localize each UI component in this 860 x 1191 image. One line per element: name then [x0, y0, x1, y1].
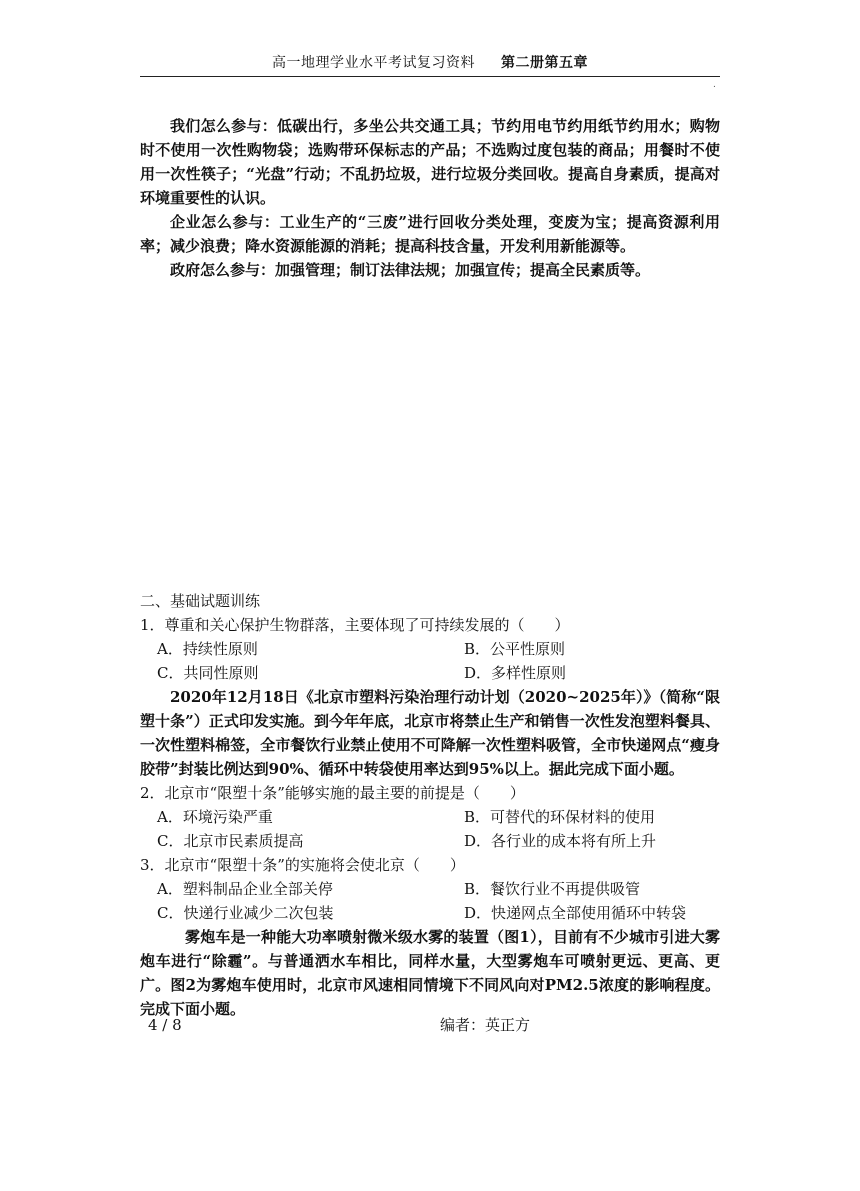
enterprise-participation: 企业怎么参与：工业生产的“三废”进行回收分类处理，变废为宝；提高资源利用率；减少浪费；降水资源能源的消耗；提高科技含量，开发利用新能源等。 [140, 213, 720, 255]
government-participation: 政府怎么参与：加强管理；制订法律法规；加强宣传；提高全民素质等。 [170, 261, 651, 279]
q3-option-a[interactable]: A．塑料制品企业全部关停 [157, 880, 333, 898]
question-2-stem: 2．北京市“限塑十条”能够实施的最主要的前提是（ ） [140, 784, 525, 802]
q1-option-b[interactable]: B．公平性原则 [464, 640, 566, 658]
editor-credit: 编者：英正方 [440, 1016, 531, 1034]
personal-participation: 我们怎么参与：低碳出行，多坐公共交通工具；节约用电节约用纸节约用水；购物时不使用一次性购物袋；选购带环保标志的产品；不选购过度包装的商品；用餐时不使用一次性筷子；“光盘”行动；不乱扔垃圾，进行垃圾分类回收。提高自身素质，提高对环境重要性的认识。 [140, 117, 720, 207]
question-1-options [140, 637, 720, 685]
q3-option-c[interactable]: C．快递行业减少二次包装 [157, 904, 334, 922]
question-1-stem: 1．尊重和关心保护生物群落，主要体现了可持续发展的（ ） [140, 616, 570, 634]
question-3-stem: 3．北京市“限塑十条”的实施将会使北京（ ） [140, 856, 465, 874]
q3-option-b[interactable]: B．餐饮行业不再提供吸管 [464, 880, 641, 898]
q1-option-c[interactable]: C．共同性原则 [157, 664, 259, 682]
question-3-options [140, 877, 720, 925]
q2-option-d[interactable]: D．各行业的成本将有所上升 [464, 832, 657, 850]
exercise-section [140, 589, 720, 1021]
q2-option-b[interactable]: B．可替代的环保材料的使用 [464, 808, 656, 826]
plastic-policy-passage: 2020年12月18日《北京市塑料污染治理行动计划（2020~2025年）》（简称“限塑十条”）正式印发实施。到今年年底，北京市将禁止生产和销售一次性发泡塑料餐具、一次性塑料棉签，全市餐饮行业禁止使用不可降解一次性塑料吸管，全市快递网点“瘦身胶带”封装比例达到90%、循环中转袋使用率达到95%以上。据此完成下面小题。 [140, 688, 720, 778]
q3-option-d[interactable]: D．快递网点全部使用循环中转袋 [464, 904, 687, 922]
q1-option-a[interactable]: A．持续性原则 [157, 640, 258, 658]
q2-option-c[interactable]: C．北京市民素质提高 [157, 832, 304, 850]
header-chapter: 第二册第五章 [501, 55, 588, 71]
page-header [140, 52, 720, 77]
q1-option-d[interactable]: D．多样性原则 [464, 664, 567, 682]
page-number: 4 / 8 [148, 1016, 182, 1034]
section-title: 二、基础试题训练 [140, 592, 261, 610]
q2-option-a[interactable]: A．环境污染严重 [157, 808, 273, 826]
participation-notes [140, 114, 720, 282]
header-subject: 高一地理学业水平考试复习资料 [272, 55, 475, 71]
header-dot: . [713, 80, 716, 90]
fog-cannon-passage: 雾炮车是一种能大功率喷射微米级水雾的装置（图1），目前有不少城市引进大雾炮车进行“除霾”。与普通洒水车相比，同样水量，大型雾炮车可喷射更远、更高、更广。图2为雾炮车使用时，北京市风速相同情境下不同风向对PM2.5浓度的影响程度。完成下面小题。 [140, 928, 720, 1018]
question-2-options [140, 805, 720, 853]
